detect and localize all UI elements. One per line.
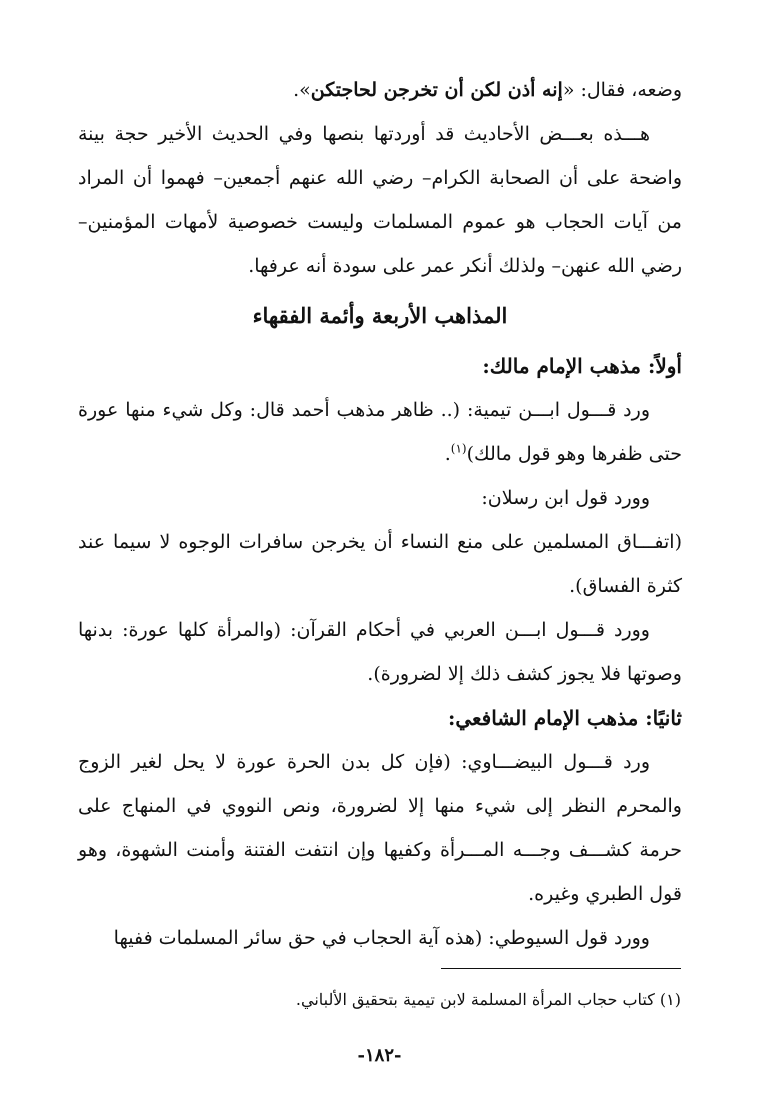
footnote: (١) كتاب حجاب المرأة المسلمة لابن تيمية بتحقيق الألباني. <box>295 990 681 1009</box>
paragraph-7: ورد قـــول البيضـــاوي: (فإن كل بدن الحرة عورة لا يحل لغير الزوج والمحرم النظر إلى شيء منها إلا لضرورة، ونص النووي في المنهاج على حرمة كشـــف وجـــه المـــرأة وكفيها وإن انتفت الفتنة وأمنت الشهوة، وهو قول الطبري وغيره. <box>78 751 682 905</box>
paragraph-5: (اتفـــاق المسلمين على منع النساء أن يخرجن سافرات الوجوه لا سيما عند كثرة الفساق). <box>78 531 682 597</box>
subheading-maliki: أولاً: مذهب الإمام مالك: <box>482 354 682 378</box>
paragraph-1-start: وضعه، فقال: « <box>562 79 682 101</box>
footnote-divider <box>441 968 681 969</box>
hadith-quote: إنه أذن لكن أن تخرجن لحاجتكن <box>310 79 563 101</box>
page-body <box>78 68 682 960</box>
footnote-reference: (١) <box>450 441 467 456</box>
paragraph-3-end: . <box>444 443 451 465</box>
paragraph-8: وورد قول السيوطي: (هذه آية الحجاب في حق سائر المسلمات ففيها <box>113 927 650 949</box>
paragraph-3 <box>78 388 682 476</box>
section-heading-four-schools: المذاهب الأربعة وأئمة الفقهاء <box>252 303 508 328</box>
paragraph-3-text: ورد قـــول ابـــن تيمية: (.. ظاهر مذهب أحمد قال: وكل شيء منها عورة حتى ظفرها وهو قول مالك) <box>78 399 682 465</box>
paragraph-1-end: ». <box>293 79 311 101</box>
paragraph-6: وورد قـــول ابـــن العربي في أحكام القرآن: (والمرأة كلها عورة: بدنها وصوتها فلا يجوز كشف ذلك إلا لضرورة). <box>78 619 682 685</box>
page-number: -١٨٢- <box>357 1045 402 1066</box>
paragraph-1 <box>78 68 682 112</box>
paragraph-4: وورد قول ابن رسلان: <box>481 487 650 509</box>
subheading-shafii: ثانيًا: مذهب الإمام الشافعي: <box>447 706 682 730</box>
paragraph-2: هـــذه بعـــض الأحاديث قد أوردتها بنصها وفي الحديث الأخير حجة بينة واضحة على أن الصحابة الكرام– رضي الله عنهم أجمعين– فهموا أن المراد من آيات الحجاب هو عموم المسلمات وليست خصوصية لأمهات المؤمنين– رضي الله عنهن– ولذلك أنكر عمر على سودة أنه عرفها. <box>78 123 682 277</box>
